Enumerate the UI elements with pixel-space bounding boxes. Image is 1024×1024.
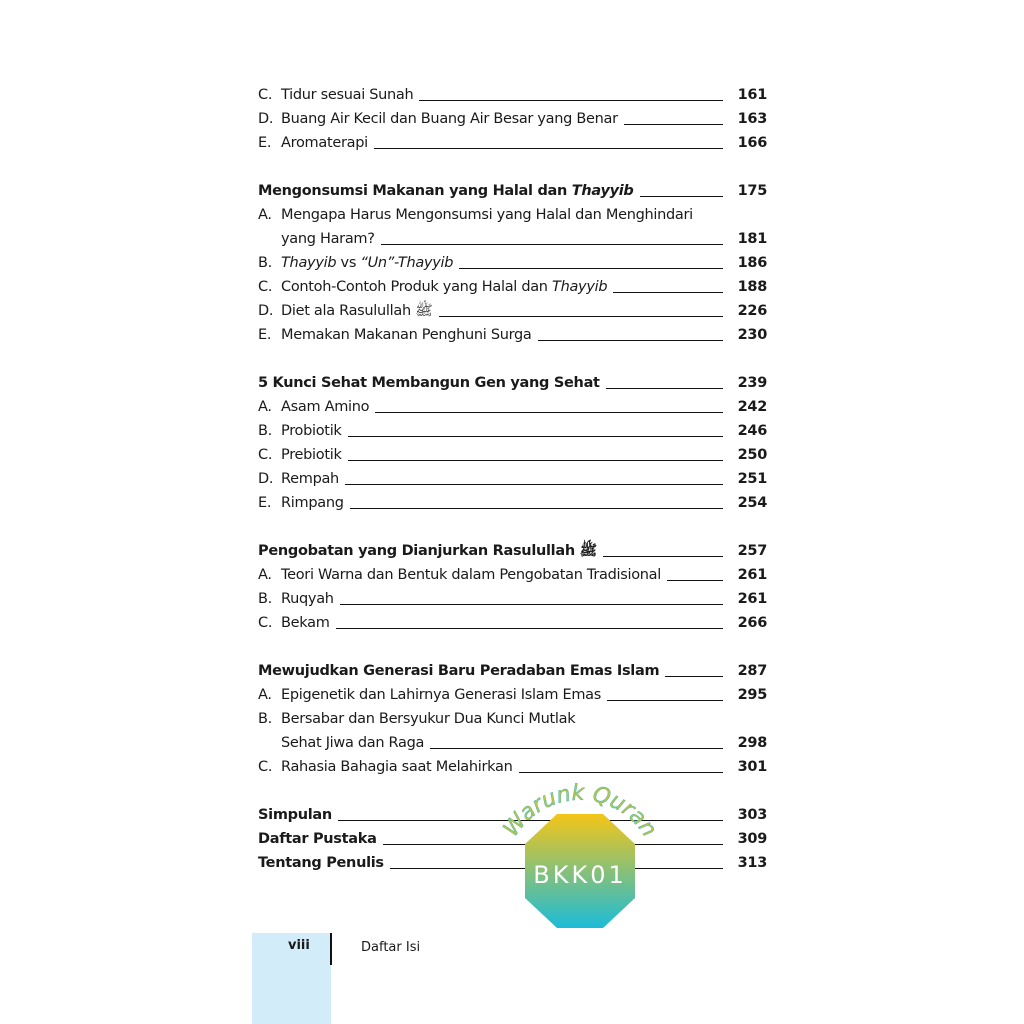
title-segment: Mengapa Harus Mengonsumsi yang Halal dan Menghindari [281,207,693,223]
toc-entry-title [281,133,368,153]
toc-entry [258,611,767,635]
toc-page-number: 295 [737,687,767,703]
toc-entry-letter: C. [258,759,273,775]
toc-entry [258,755,767,779]
title-segment: Thayyib [281,255,337,271]
toc-page-number: 163 [737,111,767,127]
title-segment: Tidur sesuai Sunah [281,87,414,103]
title-segment: Rahasia Bahagia saat Melahirkan [281,759,513,775]
toc-entry-title [258,181,634,201]
toc-entry [258,587,767,611]
toc-page-number: 301 [737,759,767,775]
title-segment: Pengobatan yang Dianjurkan Rasulullah ﷺ [258,543,598,559]
footer-divider [330,933,332,965]
toc-entry-title [281,421,342,441]
leader-line [538,340,723,341]
toc-page-number: 266 [737,615,767,631]
toc-entry [258,707,767,731]
toc-entry [258,491,767,515]
leader-line [606,388,723,389]
leader-line [459,268,723,269]
title-segment: Daftar Pustaka [258,831,377,847]
toc-page-number: 161 [737,87,767,103]
toc-entry-title [281,205,693,225]
title-segment: yang Haram? [281,231,375,247]
toc-page-number: 188 [737,279,767,295]
toc-entry-title [281,229,375,249]
toc-entry [258,467,767,491]
toc-entry-title [281,325,532,345]
leader-line [348,460,723,461]
title-segment: Sehat Jiwa dan Raga [281,735,425,751]
toc-entry-title [258,661,659,681]
toc-entry-title [281,733,424,753]
toc-entry-title [258,853,384,873]
toc-page-number: 309 [737,831,767,847]
leader-line [419,100,723,101]
toc-entry-letter: A. [258,567,272,583]
toc-entry-title [281,277,607,297]
toc-entry-title [281,613,330,633]
toc-entry-letter: C. [258,279,273,295]
toc-page-number: 246 [737,423,767,439]
toc-chapter [258,179,767,203]
toc-page-number: 239 [737,375,767,391]
toc-entry [258,203,767,227]
toc-entry-title [281,253,453,273]
toc-spacer [258,515,767,539]
title-segment: Prebiotik [281,447,342,463]
title-segment: Buang Air Kecil dan Buang Air Besar yang Benar [281,111,618,127]
toc-entry-letter: B. [258,423,272,439]
table-of-contents [258,83,767,875]
toc-entry [258,275,767,299]
toc-page-number: 298 [737,735,767,751]
title-segment: vs [336,255,361,271]
toc-entry-letter: A. [258,207,272,223]
toc-entry-title [281,301,433,321]
toc-entry-title [258,373,600,393]
title-segment: Thayyib [571,183,634,199]
toc-page-number: 313 [737,855,767,871]
title-segment: 5 Kunci Sehat Membangun Gen yang Sehat [258,375,600,391]
leader-line [640,196,723,197]
toc-entry-letter: D. [258,303,274,319]
page-number: viii [288,938,310,953]
stamp-code: BKK01 [533,861,627,889]
toc-entry-title [281,589,334,609]
toc-entry-letter: C. [258,87,273,103]
title-segment: Aromaterapi [281,135,368,151]
leader-line [375,412,723,413]
toc-chapter [258,539,767,563]
toc-entry-letter: A. [258,399,272,415]
toc-chapter [258,659,767,683]
title-segment: Tentang Penulis [258,855,384,871]
leader-line [336,628,723,629]
toc-entry [258,395,767,419]
toc-page-number: 226 [737,303,767,319]
title-segment: Memakan Makanan Penghuni Surga [281,327,532,343]
toc-entry-letter: E. [258,495,272,511]
toc-entry-title [258,805,332,825]
title-segment: Simpulan [258,807,332,823]
title-segment: Ruqyah [281,591,334,607]
title-segment: Teori Warna dan Bentuk dalam Pengobatan Tradisional [281,567,661,583]
leader-line [350,508,723,509]
title-segment: Bersabar dan Bersyukur Dua Kunci Mutlak [281,711,576,727]
toc-entry-title [258,829,377,849]
toc-page-number: 251 [737,471,767,487]
toc-entry-letter: C. [258,615,273,631]
toc-spacer [258,347,767,371]
toc-entry-letter: C. [258,447,273,463]
title-segment: Contoh-Contoh Produk yang Halal dan [281,279,553,295]
title-segment: “Un”-Thayyib [360,255,454,271]
leader-line [667,580,723,581]
leader-line [381,244,723,245]
leader-line [374,148,723,149]
toc-entry-title [258,541,597,561]
toc-entry-title [281,85,413,105]
toc-entry-letter: E. [258,327,272,343]
toc-entry-letter: B. [258,255,272,271]
leader-line [430,748,723,749]
title-segment: Mewujudkan Generasi Baru Peradaban Emas Islam [258,663,660,679]
toc-entry [258,107,767,131]
leader-line [519,772,724,773]
leader-line [624,124,723,125]
watermark-stamp [495,780,665,930]
title-segment: Diet ala Rasulullah ﷺ [281,303,433,319]
toc-entry [258,731,767,755]
toc-entry-letter: E. [258,135,272,151]
toc-entry [258,443,767,467]
toc-page-number: 303 [737,807,767,823]
title-segment: Mengonsumsi Makanan yang Halal dan [258,183,572,199]
toc-entry [258,299,767,323]
leader-line [439,316,723,317]
toc-spacer [258,155,767,179]
title-segment: Thayyib [552,279,608,295]
toc-entry [258,419,767,443]
leader-line [348,436,723,437]
toc-entry-letter: B. [258,591,272,607]
title-segment: Epigenetik dan Lahirnya Generasi Islam Emas [281,687,602,703]
title-segment: Rempah [281,471,339,487]
toc-entry-letter: D. [258,111,274,127]
toc-entry [258,323,767,347]
toc-spacer [258,635,767,659]
toc-entry-title [281,565,661,585]
toc-page-number: 175 [737,183,767,199]
toc-chapter [258,371,767,395]
title-segment: Bekam [281,615,330,631]
toc-entry-title [281,469,339,489]
stamp-arc-text: Warunk Quran [498,780,662,842]
toc-page-number: 250 [737,447,767,463]
toc-page-number: 257 [737,543,767,559]
toc-entry [258,251,767,275]
toc-entry-title [281,493,344,513]
toc-page-number: 242 [737,399,767,415]
toc-page-number: 261 [737,591,767,607]
toc-entry-title [281,109,618,129]
title-segment: Rimpang [281,495,344,511]
toc-entry-title [281,445,342,465]
leader-line [345,484,723,485]
toc-entry-title [281,685,601,705]
toc-page-number: 261 [737,567,767,583]
toc-entry-title [281,757,513,777]
toc-entry-letter: B. [258,711,272,727]
toc-page-number: 186 [737,255,767,271]
leader-line [665,676,723,677]
toc-entry-letter: A. [258,687,272,703]
toc-entry-letter: D. [258,471,274,487]
toc-entry [258,131,767,155]
leader-line [603,556,723,557]
leader-line [340,604,723,605]
toc-page-number: 181 [737,231,767,247]
toc-entry-title [281,397,369,417]
leader-line [607,700,723,701]
toc-page-number: 166 [737,135,767,151]
title-segment: Asam Amino [281,399,370,415]
toc-entry [258,683,767,707]
toc-entry-title [281,709,575,729]
toc-entry [258,563,767,587]
toc-page-number: 230 [737,327,767,343]
title-segment: Probiotik [281,423,342,439]
toc-entry [258,83,767,107]
leader-line [613,292,723,293]
running-title: Daftar Isi [361,940,421,955]
toc-entry [258,227,767,251]
toc-page-number: 287 [737,663,767,679]
toc-page-number: 254 [737,495,767,511]
